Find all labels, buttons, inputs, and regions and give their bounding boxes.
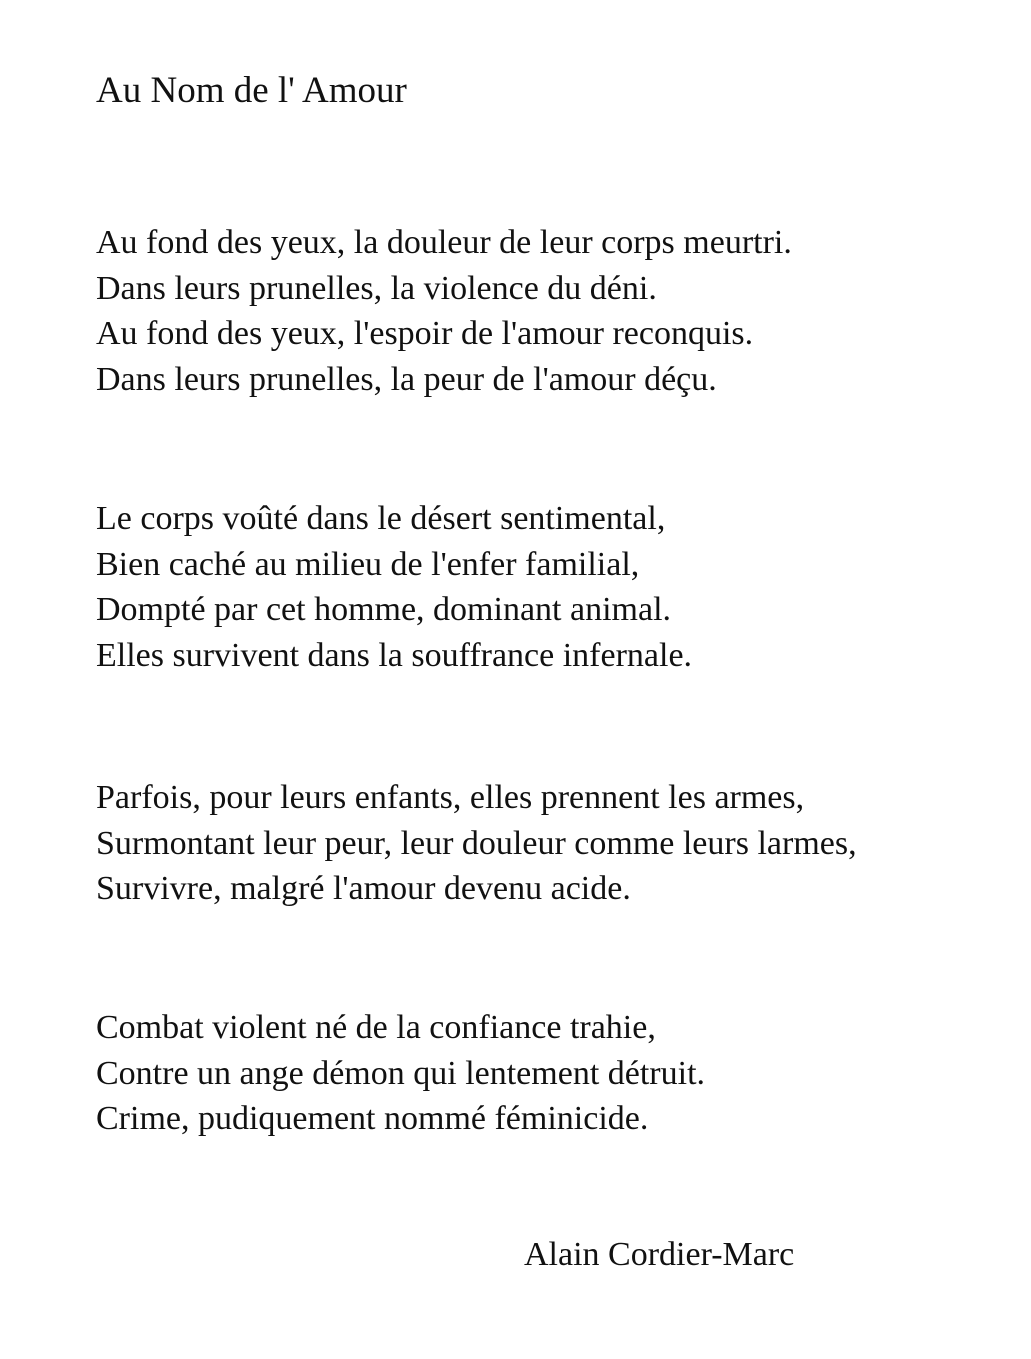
poem-line: Au fond des yeux, la douleur de leur corps meurtri.: [96, 224, 792, 261]
poem-line: Crime, pudiquement nommé féminicide.: [96, 1100, 649, 1137]
author-signature: Alain Cordier-Marc: [524, 1236, 795, 1273]
poem-line: Dans leurs prunelles, la violence du déni.: [96, 269, 657, 307]
stanza-4: [96, 1005, 705, 1142]
poem-line: Bien caché au milieu de l'enfer familial,: [96, 545, 640, 583]
stanza-1: [96, 220, 792, 402]
poem-line: Elles survivent dans la souffrance infernale.: [96, 636, 693, 674]
stanza-3: [96, 775, 857, 912]
poem-line: Le corps voûté dans le désert sentimental,: [96, 500, 666, 537]
poem-line: Dompté par cet homme, dominant animal.: [96, 591, 672, 628]
poem-line: Parfois, pour leurs enfants, elles prennent les armes,: [96, 779, 805, 816]
poem-line: Au fond des yeux, l'espoir de l'amour reconquis.: [96, 315, 754, 352]
poem-title: Au Nom de l' Amour: [96, 70, 407, 111]
stanza-2: [96, 496, 692, 678]
poem-line: Contre un ange démon qui lentement détruit.: [96, 1054, 706, 1092]
poem-line: Combat violent né de la confiance trahie,: [96, 1009, 656, 1046]
poem-line: Survivre, malgré l'amour devenu acide.: [96, 870, 631, 907]
poem-line: Dans leurs prunelles, la peur de l'amour déçu.: [96, 360, 717, 398]
poem-line: Surmontant leur peur, leur douleur comme leurs larmes,: [96, 824, 857, 862]
